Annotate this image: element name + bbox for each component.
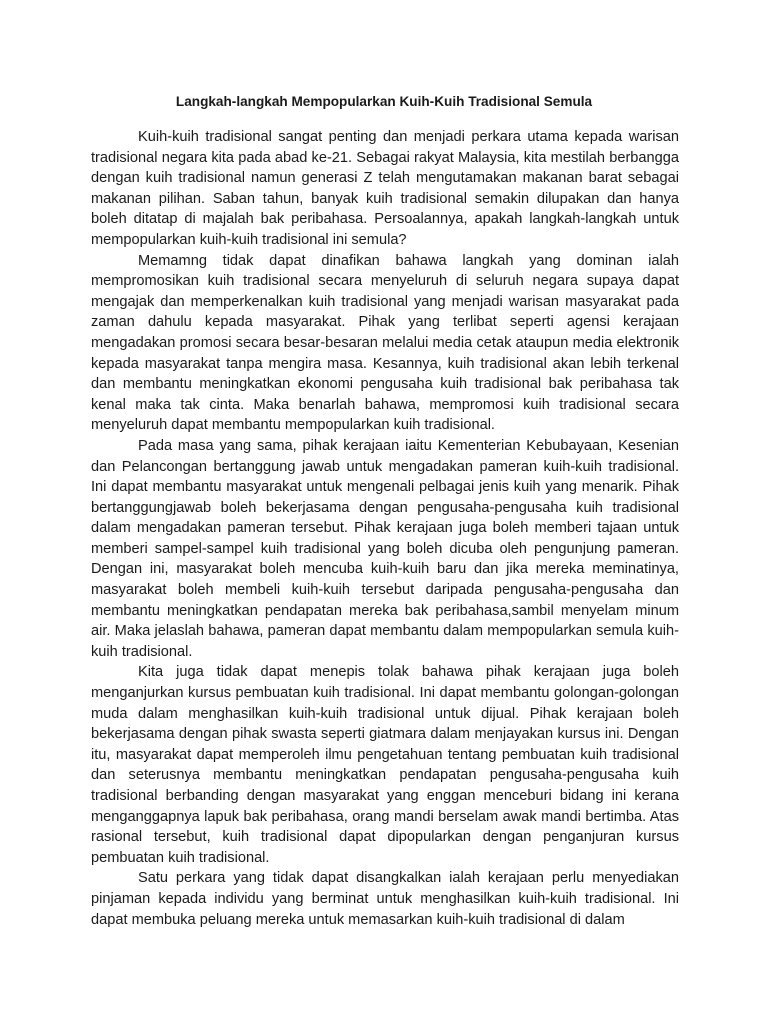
paragraph-course: Kita juga tidak dapat menepis tolak bahawa pihak kerajaan juga boleh menganjurkan kursus pembuatan kuih tradisional. Ini dapat membantu golongan-golongan muda dalam menghasilkan kuih-kuih tradisional untuk dijual. Pihak kerajaan boleh bekerjasama dengan pihak swasta seperti giatmara dalam menjayakan kursus ini. Dengan itu, masyarakat dapat memperoleh ilmu pengetahuan tentang pembuatan kuih tradisional dan seterusnya membantu meningkatkan pendapatan pengusaha-pengusaha kuih tradisional berbanding dengan masyarakat yang enggan menceburi bidang ini kerana menganggapnya lapuk bak peribahasa, orang mandi berselam awak mandi bertimba. Atas rasional tersebut, kuih tradisional dapat dipopularkan dengan penganjuran kursus pembuatan kuih tradisional. [91, 664, 679, 866]
document-body [91, 127, 679, 930]
paragraph-promotion: Memamng tidak dapat dinafikan bahawa langkah yang dominan ialah mempromosikan kuih tradisional secara menyeluruh di seluruh negara supaya dapat mengajak dan memperkenalkan kuih tradisional yang menjadi warisan masyarakat pada zaman dahulu kepada masyarakat. Pihak yang terlibat seperti agensi kerajaan mengadakan promosi secara besar-besaran melalui media cetak ataupun media elektronik kepada masyarakat tanpa mengira masa. Kesannya, kuih tradisional akan lebih terkenal dan membantu meningkatkan ekonomi pengusaha kuih tradisional bak peribahasa tak kenal maka tak cinta. Maka benarlah bahawa, mempromosi kuih tradisional secara menyeluruh dapat membantu mempopularkan kuih tradisional. [91, 252, 679, 434]
paragraph-introduction: Kuih-kuih tradisional sangat penting dan menjadi perkara utama kepada warisan tradisional negara kita pada abad ke-21. Sebagai rakyat Malaysia, kita mestilah berbangga dengan kuih tradisional namun generasi Z telah mengutamakan makanan barat sebagai makanan pilihan. Saban tahun, banyak kuih tradisional semakin dilupakan dan hanya boleh ditatap di majalah bak peribahasa. Persoalannya, apakah langkah-langkah untuk mempopularkan kuih-kuih tradisional ini semula? [91, 129, 679, 248]
document-title: Langkah-langkah Mempopularkan Kuih-Kuih Tradisional Semula [175, 94, 593, 109]
paragraph-exhibition: Pada masa yang sama, pihak kerajaan iaitu Kementerian Kebubayaan, Kesenian dan Pelancongan bertanggung jawab untuk mengadakan pameran kuih-kuih tradisional. Ini dapat membantu masyarakat untuk mengenali pelbagai jenis kuih yang menarik. Pihak bertanggungjawab boleh bekerjasama dengan pengusaha-pengusaha kuih tradisional dalam mengadakan pameran tersebut. Pihak kerajaan juga boleh memberi tajaan untuk memberi sampel-sampel kuih tradisional yang boleh dicuba oleh pengunjung pameran. Dengan ini, masyarakat boleh mencuba kuih-kuih baru dan jika mereka meminatinya, masyarakat boleh membeli kuih-kuih tersebut daripada pengusaha-pengusaha dan membantu meningkatkan pendapatan mereka bak peribahasa,sambil menyelam minum air. Maka jelaslah bahawa, pameran dapat membantu dalam mempopularkan semula kuih-kuih tradisional. [91, 437, 679, 660]
paragraph-loan: Satu perkara yang tidak dapat disangkalkan ialah kerajaan perlu menyediakan pinjaman kepada individu yang berminat untuk menghasilkan kuih-kuih tradisional. Ini dapat membuka peluang mereka untuk memasarkan kuih-kuih tradisional di dalam [91, 870, 679, 928]
